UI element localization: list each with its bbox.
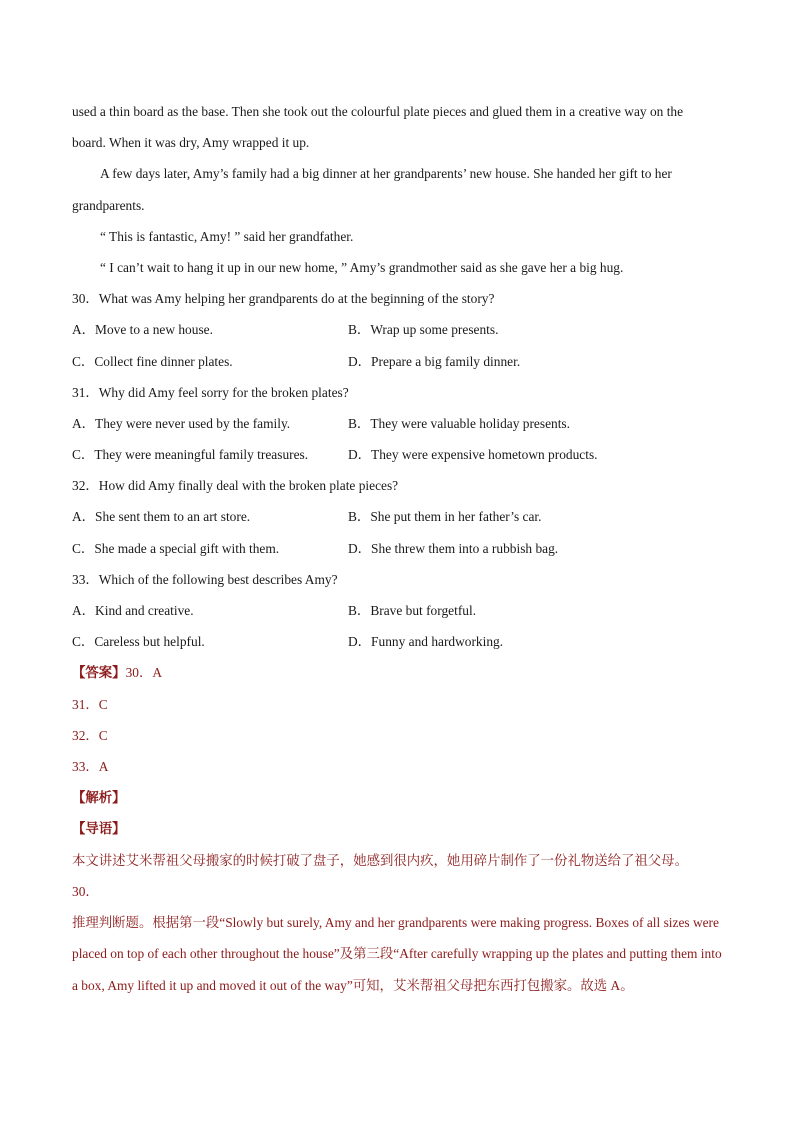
answer-30: 30．A (125, 665, 163, 681)
option-a: A．They were never used by the family. (72, 415, 291, 431)
option-d: D．Prepare a big family dinner. (348, 353, 521, 369)
option-row (72, 346, 722, 377)
option-c: C．Careless but helpful. (72, 634, 205, 650)
question-stem: 33．Which of the following best describes Amy? (72, 571, 338, 587)
option-row (72, 314, 722, 345)
option-row (72, 626, 722, 657)
question-30 (72, 283, 722, 377)
story-line: “ This is fantastic, Amy! ” said her grandfather. (100, 228, 354, 244)
story-line: board. When it was dry, Amy wrapped it up. (72, 135, 310, 151)
question-stem: 32．How did Amy finally deal with the broken plate pieces? (72, 478, 399, 494)
option-a: A．Kind and creative. (72, 603, 194, 618)
option-a: A．Move to a new house. (72, 322, 213, 338)
question-stem: 30．What was Amy helping her grandparents do at the beginning of the story? (72, 291, 495, 307)
guide-label: 【导语】 (72, 821, 126, 837)
answer-33: 33．A (72, 758, 109, 774)
option-d: D．Funny and hardworking. (348, 634, 504, 650)
option-d: D．They were expensive hometown products. (348, 447, 598, 463)
question-32 (72, 470, 722, 564)
answer-32: 32．C (72, 727, 108, 743)
analysis-q30-text: 推理判断题。根据第一段“Slowly but surely, Amy and her grandparents were making progress. Boxes of all sizes were placed on top of each other throughout the house”及第三段“After carefully wrapping up the plates and putting them into a box, Amy lifted it up and moved it out of the way”可知，艾米帮祖父母把东西打包搬家。故选 A。 (72, 914, 722, 993)
option-a: A．She sent them to an art store. (72, 509, 251, 525)
answer-label: 【答案】 (72, 665, 126, 681)
option-d: D．She threw them into a rubbish bag. (348, 540, 559, 556)
guide-text: 本文讲述艾米帮祖父母搬家的时候打破了盘子，她感到很内疚，她用碎片制作了一份礼物送给了祖父母。 (72, 852, 688, 868)
document-page (72, 96, 722, 1001)
question-33 (72, 564, 722, 658)
option-c: C．They were meaningful family treasures. (72, 447, 309, 463)
story-line: “ I can’t wait to hang it up in our new home, ” Amy’s grandmother said as she gave her a big hug. (100, 259, 624, 275)
answer-line (72, 657, 722, 688)
option-c: C．She made a special gift with them. (72, 540, 280, 556)
analysis-q30-number: 30． (72, 883, 99, 899)
question-stem: 31．Why did Amy feel sorry for the broken plates? (72, 384, 349, 400)
story-line: A few days later, Amy’s family had a big dinner at her grandparents’ new house. She handed her gift to her (100, 166, 672, 182)
option-b: B．She put them in her father’s car. (348, 509, 542, 525)
option-b: B．Brave but forgetful. (348, 603, 477, 618)
question-31 (72, 377, 722, 471)
story-line: grandparents. (72, 197, 145, 213)
answer-31: 31．C (72, 696, 108, 712)
option-b: B．Wrap up some presents. (348, 322, 499, 338)
analysis-label: 【解析】 (72, 790, 126, 806)
story-line: used a thin board as the base. Then she took out the colourful plate pieces and glued them in a creative way on the (72, 104, 684, 119)
option-row (72, 533, 722, 564)
option-row (72, 439, 722, 470)
option-row (72, 595, 722, 626)
option-c: C．Collect fine dinner plates. (72, 353, 233, 369)
option-row (72, 408, 722, 439)
option-row (72, 501, 722, 532)
option-b: B．They were valuable holiday presents. (348, 415, 570, 431)
